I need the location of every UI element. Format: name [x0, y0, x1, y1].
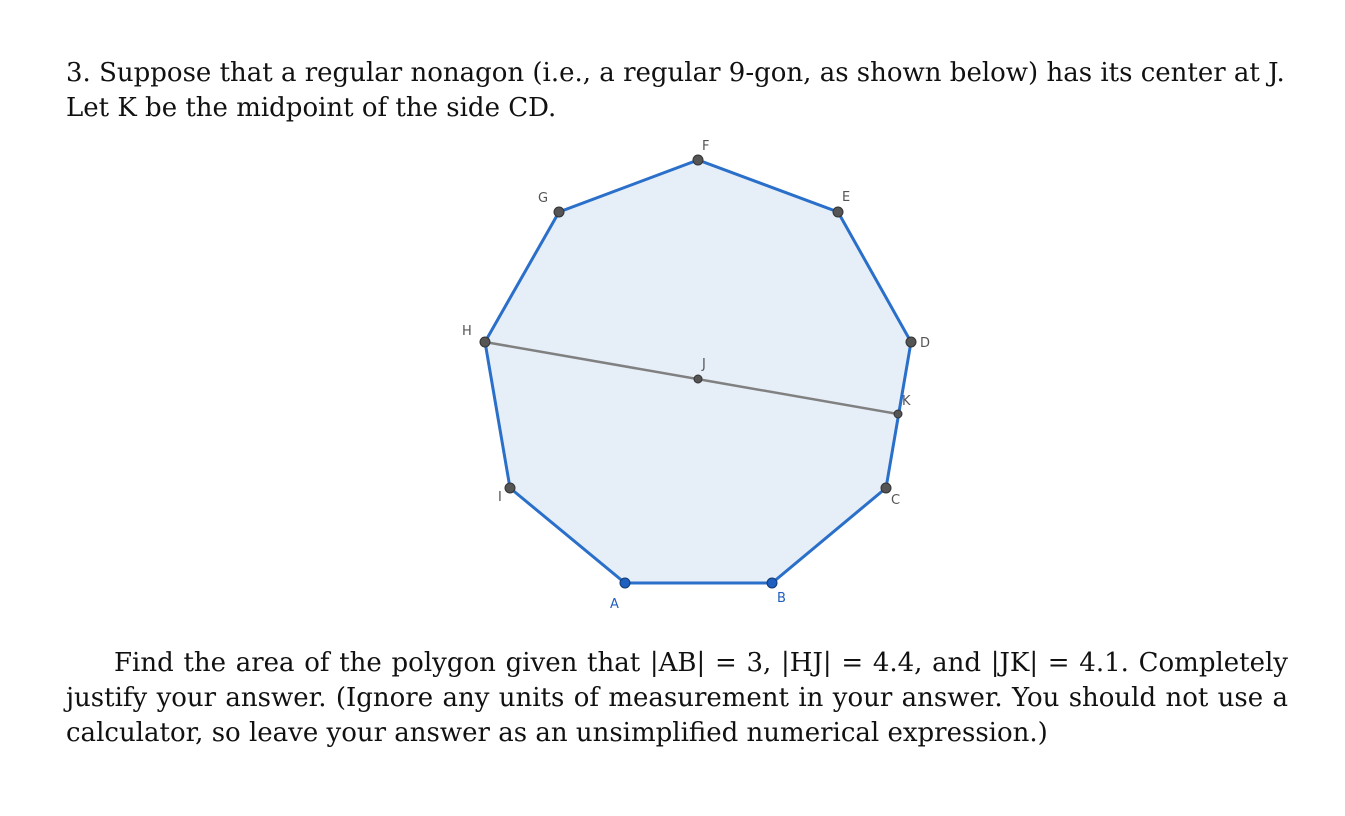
point-c — [881, 483, 891, 493]
label-e: E — [842, 190, 851, 205]
label-b: B — [777, 591, 786, 606]
point-j — [694, 375, 702, 383]
point-i — [505, 483, 515, 493]
point-e — [833, 207, 843, 217]
point-b — [767, 578, 777, 588]
label-d: D — [920, 336, 931, 351]
label-i: I — [498, 490, 502, 505]
point-h — [480, 337, 490, 347]
label-c: C — [891, 493, 901, 508]
point-g — [554, 207, 564, 217]
label-g: G — [538, 191, 549, 206]
followup-question — [66, 646, 1288, 751]
label-j: J — [702, 357, 706, 372]
point-f — [693, 155, 703, 165]
label-k: K — [902, 394, 911, 409]
problem-text: Suppose that a regular nonagon (i.e., a regular 9-gon, as shown below) has its center at J. Let K be the midpoint of the side CD. — [66, 58, 1285, 123]
label-f: F — [702, 139, 710, 154]
point-k — [894, 410, 902, 418]
point-a — [620, 578, 630, 588]
label-h: H — [462, 324, 472, 339]
point-d — [906, 337, 916, 347]
problem-number: 3. — [66, 58, 91, 88]
label-a: A — [610, 597, 619, 612]
followup-text: Find the area of the polygon given that |AB| = 3, |HJ| = 4.4, and |JK| = 4.1. Completely justify your answer. (Ignore any units of measurement in your answer. You should not use a calculator, so leave your answer as an unsimplified numerical expression.) — [66, 648, 1288, 748]
nonagon-polygon — [485, 160, 911, 583]
